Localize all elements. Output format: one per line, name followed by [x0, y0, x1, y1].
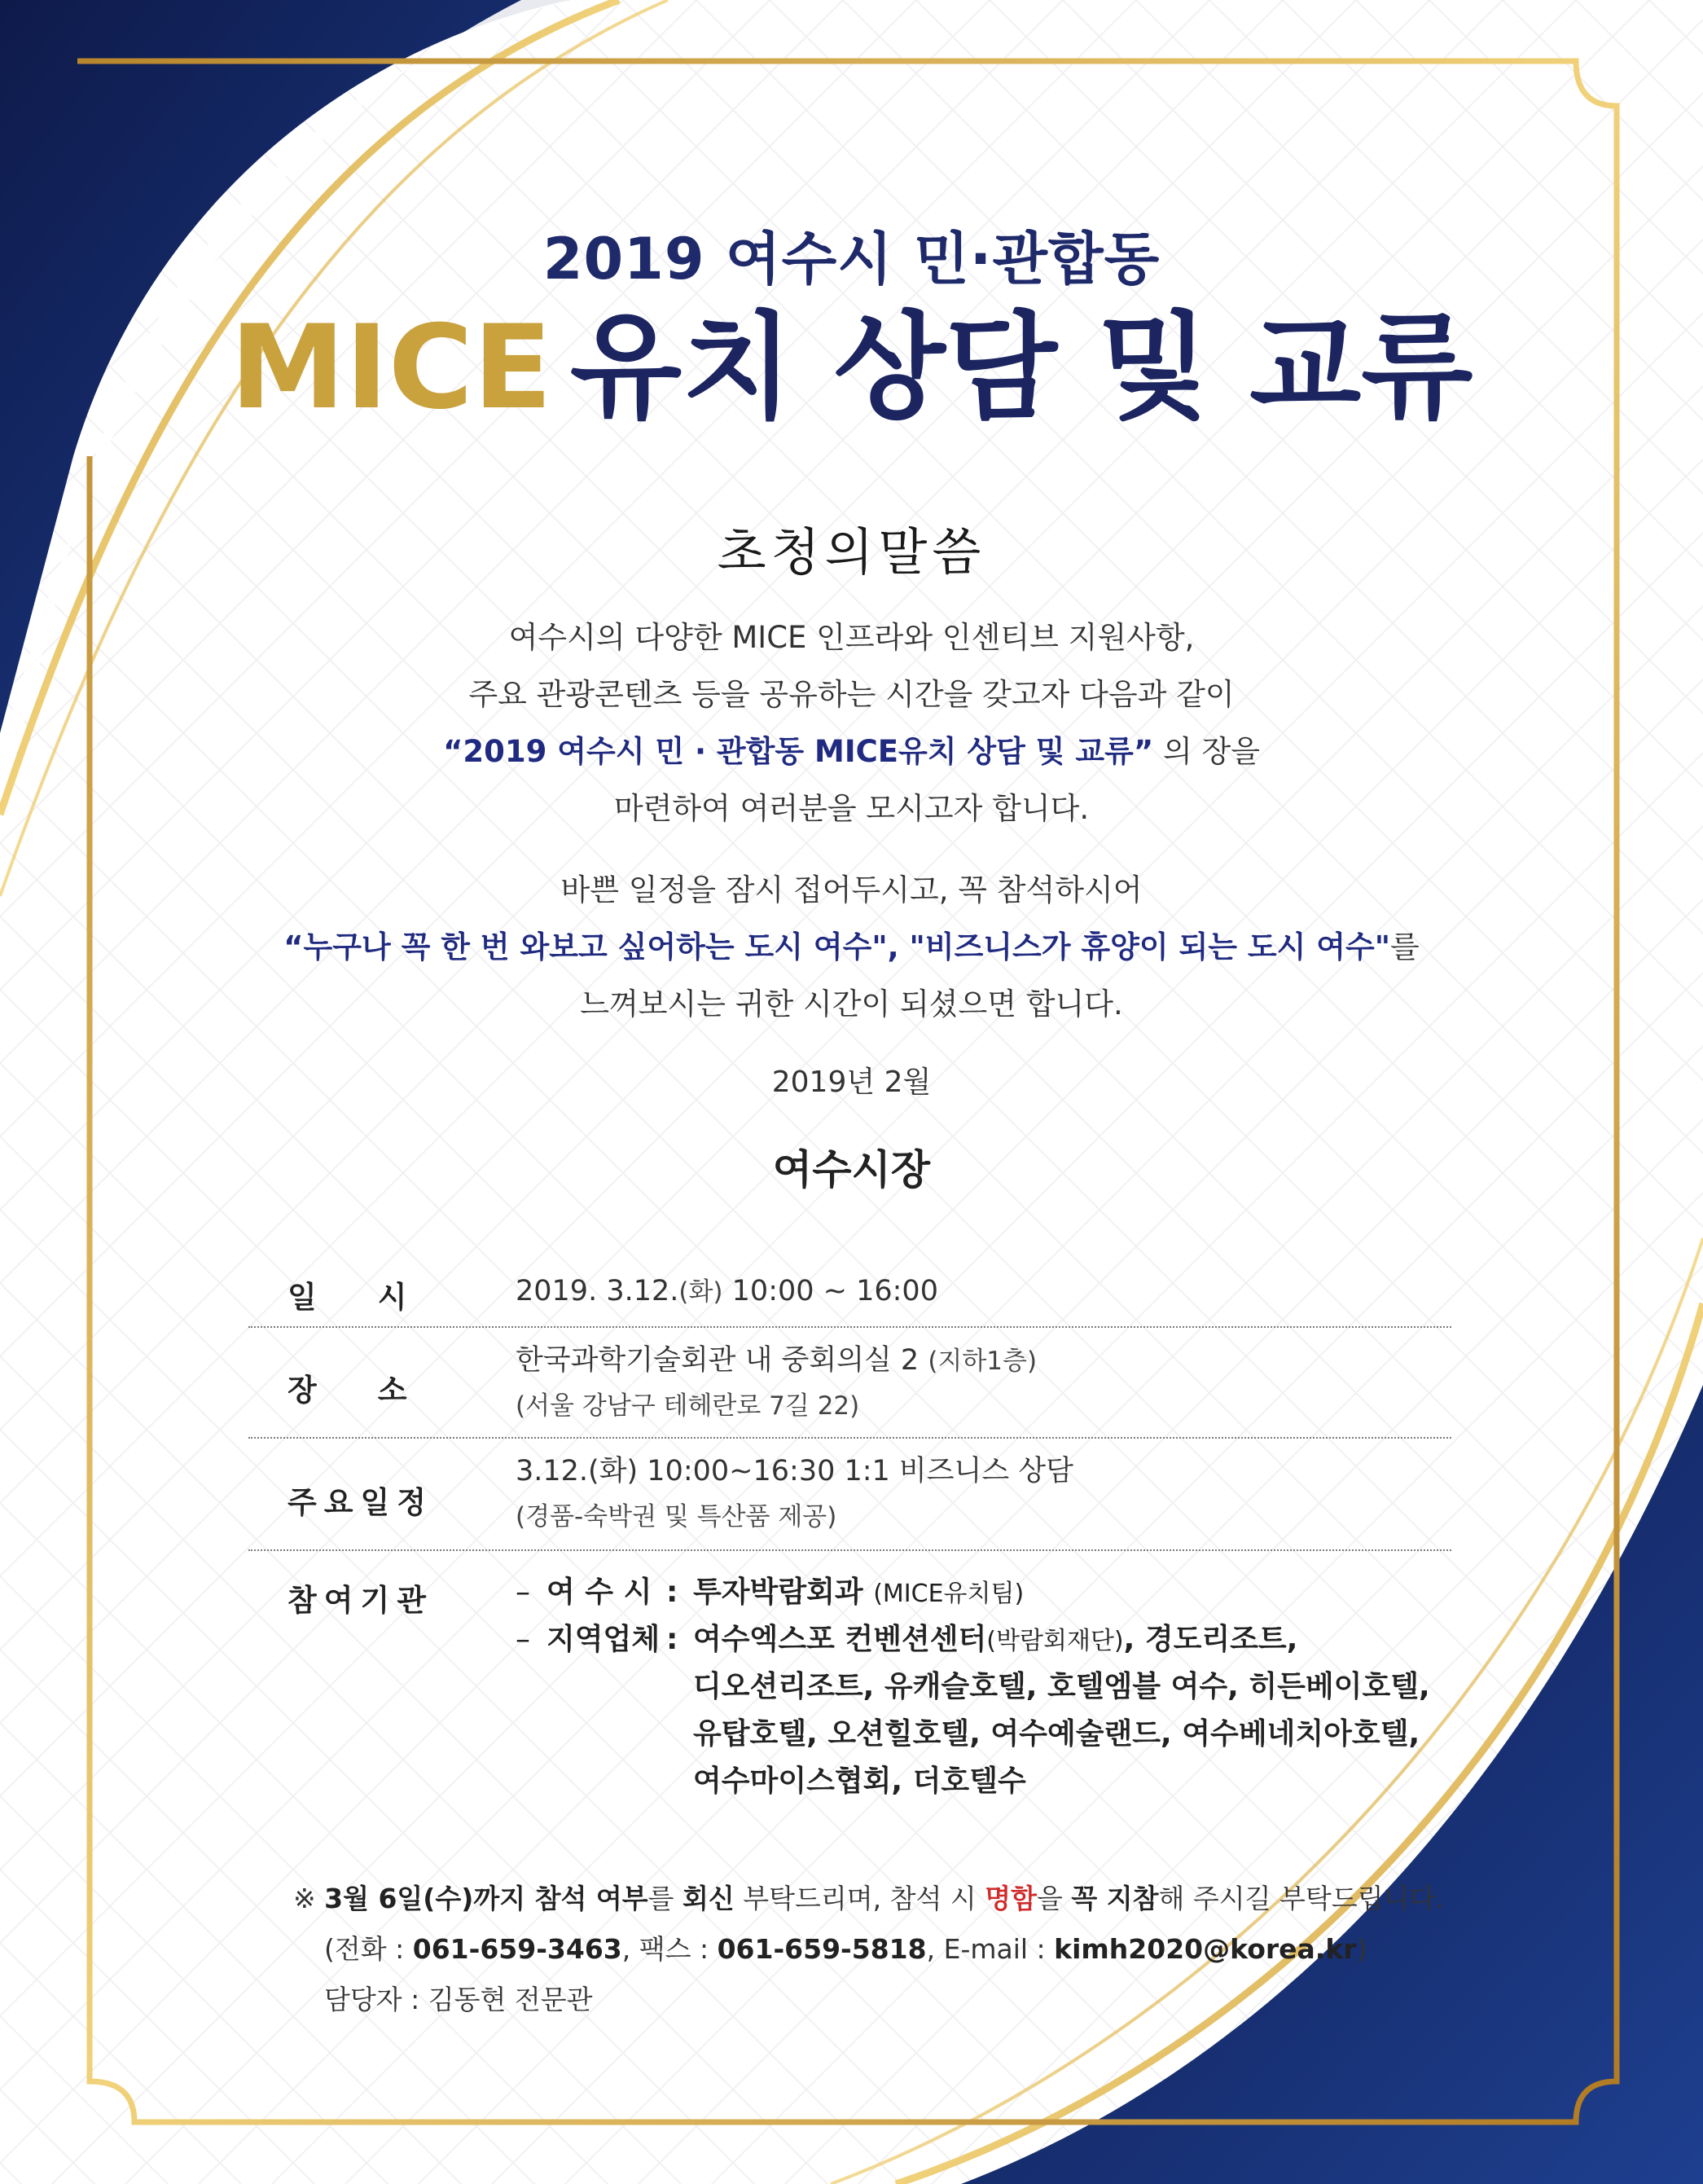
title-mice: MICE — [230, 301, 552, 435]
row-value — [516, 1271, 938, 1307]
list-dash: – — [516, 1575, 530, 1609]
paragraph-line — [0, 723, 1703, 780]
paragraph-line: 바쁜 일정을 잠시 접어두시고, 꼭 참석하시어 — [560, 872, 1143, 907]
local-company: 여수엑스포 컨벤션센터 — [693, 1623, 987, 1656]
schedule-time: 10:00 ~ 16:00 — [722, 1275, 938, 1307]
contact-phone: 061-659-3463 — [412, 1933, 622, 1965]
bring-note: 꼭 지참 — [1071, 1883, 1159, 1914]
row-label: 참여기관 — [287, 1583, 433, 1618]
manager-line: 담당자 : 김동현 전문관 — [324, 1984, 593, 2015]
notice-text: 을 — [1037, 1883, 1072, 1914]
city-department: 투자박람회과 — [693, 1575, 874, 1609]
detail-row-venue — [248, 1328, 1451, 1439]
list-colon: : — [666, 1575, 678, 1609]
rsvp-deadline: 3월 6일(수)까지 참석 여부 — [324, 1883, 648, 1914]
local-companies: 여수마이스협회, 더호텔수 — [693, 1764, 1026, 1798]
local-company-note: (박람회재단) — [986, 1627, 1124, 1655]
event-title — [0, 303, 1703, 433]
detail-row-program — [248, 1439, 1451, 1551]
paragraph-line: 주요 관광콘텐츠 등을 공유하는 시간을 갖고자 다음과 같이 — [468, 677, 1235, 712]
notice-text: 부탁드리며, 참석 시 — [734, 1883, 985, 1914]
invitation-paragraph-2 — [0, 862, 1703, 1033]
program-main: 3.12.(화) 10:00~16:30 1:1 비즈니스 상담 — [516, 1455, 1073, 1487]
event-subtitle: 2019 여수시 민·관합동 — [542, 226, 1161, 292]
paragraph-line — [0, 919, 1703, 976]
event-name-highlight: “2019 여수시 민 · 관합동 MICE유치 상담 및 교류” — [443, 734, 1154, 769]
participant-key: 여 수 시 — [546, 1575, 652, 1609]
event-details-table — [248, 1255, 1451, 1812]
paragraph-text: 를 — [1390, 929, 1420, 965]
contact-label: , 팩스 : — [621, 1933, 718, 1965]
contact-fax: 061-659-5818 — [717, 1933, 927, 1965]
signer: 여수시장 — [772, 1146, 931, 1193]
contact-email: kimh2020@korea.kr — [1054, 1933, 1357, 1965]
rsvp-reply: 회신 — [682, 1883, 735, 1914]
title-rest: 유치 상담 및 교류 — [569, 301, 1473, 435]
paragraph-line: 마련하여 여러분을 모시고자 합니다. — [613, 791, 1090, 826]
issue-date: 2019년 2월 — [771, 1066, 932, 1099]
contact-label: ) — [1356, 1933, 1367, 1965]
paragraph-line: 느껴보시는 귀한 시간이 되셨으면 합니다. — [580, 987, 1123, 1022]
notice-line — [293, 1874, 1444, 1924]
city-team: (MICE유치팀) — [873, 1580, 1025, 1608]
venue-floor: (지하1층) — [928, 1347, 1038, 1376]
contact-line — [293, 1924, 1444, 1975]
row-value — [516, 1448, 1073, 1540]
row-label: 일시 — [287, 1280, 468, 1315]
schedule-date: 2019. 3.12. — [516, 1275, 679, 1307]
venue-name: 한국과학기술회관 내 중회의실 2 — [516, 1344, 928, 1377]
row-value — [516, 1338, 1037, 1429]
paragraph-text: 의 장을 — [1153, 734, 1260, 769]
local-company: , 경도리조트, — [1123, 1623, 1298, 1656]
invitation-heading: 초청의말씀 — [717, 522, 986, 582]
venue-address: (서울 강남구 테헤란로 7길 22) — [516, 1391, 860, 1421]
invitation-paragraph-1 — [0, 609, 1703, 837]
paragraph-line: 여수시의 다양한 MICE 인프라와 인센티브 지원사항, — [508, 620, 1195, 655]
slogan-highlight: “누구나 꼭 한 번 와보고 싶어하는 도시 여수", "비즈니스가 휴양이 되는 도시 여수" — [283, 929, 1391, 965]
list-colon: : — [666, 1623, 678, 1656]
local-companies: 유탑호텔, 오션힐호텔, 여수예술랜드, 여수베네치아호텔, — [693, 1717, 1420, 1751]
venue-line — [516, 1338, 1037, 1383]
participant-value — [693, 1616, 1297, 1665]
business-card: 명함 — [985, 1883, 1037, 1914]
notice-text: 해 주시길 부탁드립니다. — [1158, 1883, 1444, 1914]
list-dash: – — [516, 1623, 530, 1656]
participant-value — [693, 1569, 1024, 1618]
program-note: (경품-숙박권 및 특산품 제공) — [516, 1502, 837, 1531]
schedule-day: (화) — [678, 1277, 723, 1307]
contact-label: (전화 : — [324, 1933, 413, 1965]
local-companies: 디오션리조트, 유캐슬호텔, 호텔엠블 여수, 히든베이호텔, — [693, 1670, 1430, 1703]
row-label: 주요일정 — [287, 1485, 433, 1520]
detail-row-schedule — [248, 1255, 1451, 1328]
rsvp-notice — [293, 1874, 1444, 2025]
notice-text: 를 — [647, 1883, 683, 1914]
contact-label: , E-mail : — [926, 1933, 1055, 1965]
detail-row-participants — [248, 1551, 1451, 1812]
row-label: 장소 — [287, 1373, 468, 1408]
participant-key: 지역업체 — [546, 1623, 661, 1656]
notice-mark: ※ — [293, 1883, 325, 1914]
